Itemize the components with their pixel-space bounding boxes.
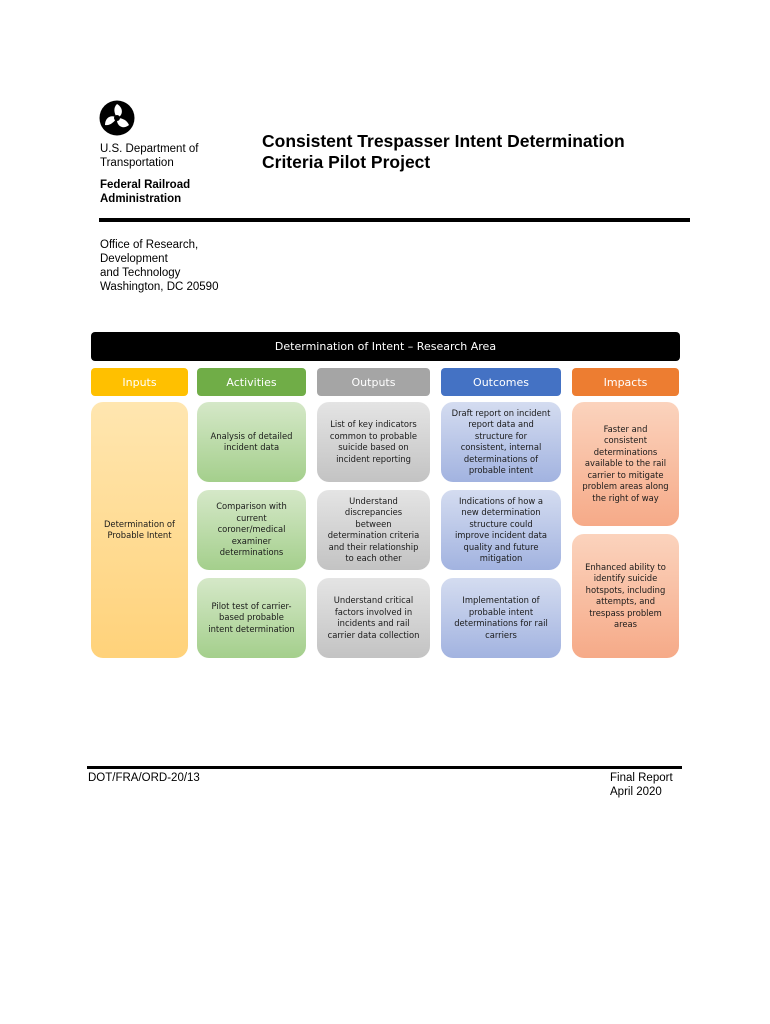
report-date: April 2020 — [610, 786, 662, 798]
activities-item-1: Analysis of detailed incident data — [197, 402, 306, 482]
outputs-item-1: List of key indicators common to probable suicide based on incident reporting — [317, 402, 430, 482]
agency-line-2: Transportation — [100, 157, 174, 169]
column-header-activities: Activities — [197, 368, 306, 396]
column-header-outcomes: Outcomes — [441, 368, 561, 396]
outputs-item-3: Understand critical factors involved in incidents and rail carrier data collection — [317, 578, 430, 658]
report-title-line-2: Criteria Pilot Project — [262, 152, 431, 172]
column-header-outputs: Outputs — [317, 368, 430, 396]
activities-item-2: Comparison with current coroner/medical examiner determinations — [197, 490, 306, 570]
activities-item-3: Pilot test of carrier-based probable intent determination — [197, 578, 306, 658]
office-line-4: Washington, DC 20590 — [100, 281, 219, 293]
administration-name — [100, 178, 190, 206]
outcomes-item-1: Draft report on incident report data and structure for consistent, internal determinations of probable intent — [441, 402, 561, 482]
footer-divider — [87, 766, 682, 769]
report-title — [262, 131, 625, 173]
administration-line-1: Federal Railroad — [100, 179, 191, 191]
impacts-item-1: Faster and consistent determinations available to the rail carrier to mitigate problem areas along the right of way — [572, 402, 679, 526]
report-title-line-1: Consistent Trespasser Intent Determination — [262, 131, 625, 151]
report-number: DOT/FRA/ORD-20/13 — [88, 772, 200, 784]
office-address — [100, 238, 218, 294]
impacts-item-2: Enhanced ability to identify suicide hotspots, including attempts, and trespass problem areas — [572, 534, 679, 658]
office-line-3: and Technology — [100, 267, 181, 279]
administration-line-2: Administration — [100, 193, 182, 205]
diagram-banner: Determination of Intent – Research Area — [91, 332, 680, 361]
outcomes-item-3: Implementation of probable intent determinations for rail carriers — [441, 578, 561, 658]
outputs-item-2: Understand discrepancies between determination criteria and their relationship to each other — [317, 490, 430, 570]
column-header-impacts: Impacts — [572, 368, 679, 396]
report-type: Final Report — [610, 772, 673, 784]
agency-line-1: U.S. Department of — [100, 143, 199, 155]
office-line-2: Development — [100, 253, 168, 265]
outcomes-item-2: Indications of how a new determination structure could improve incident data quality and future mitigation — [441, 490, 561, 570]
header-divider — [99, 218, 690, 222]
office-line-1: Office of Research, — [100, 239, 199, 251]
agency-name — [100, 142, 198, 170]
report-meta — [610, 771, 673, 799]
dot-triskelion-logo-icon — [99, 100, 135, 136]
inputs-item: Determination of Probable Intent — [91, 402, 188, 658]
column-header-inputs: Inputs — [91, 368, 188, 396]
